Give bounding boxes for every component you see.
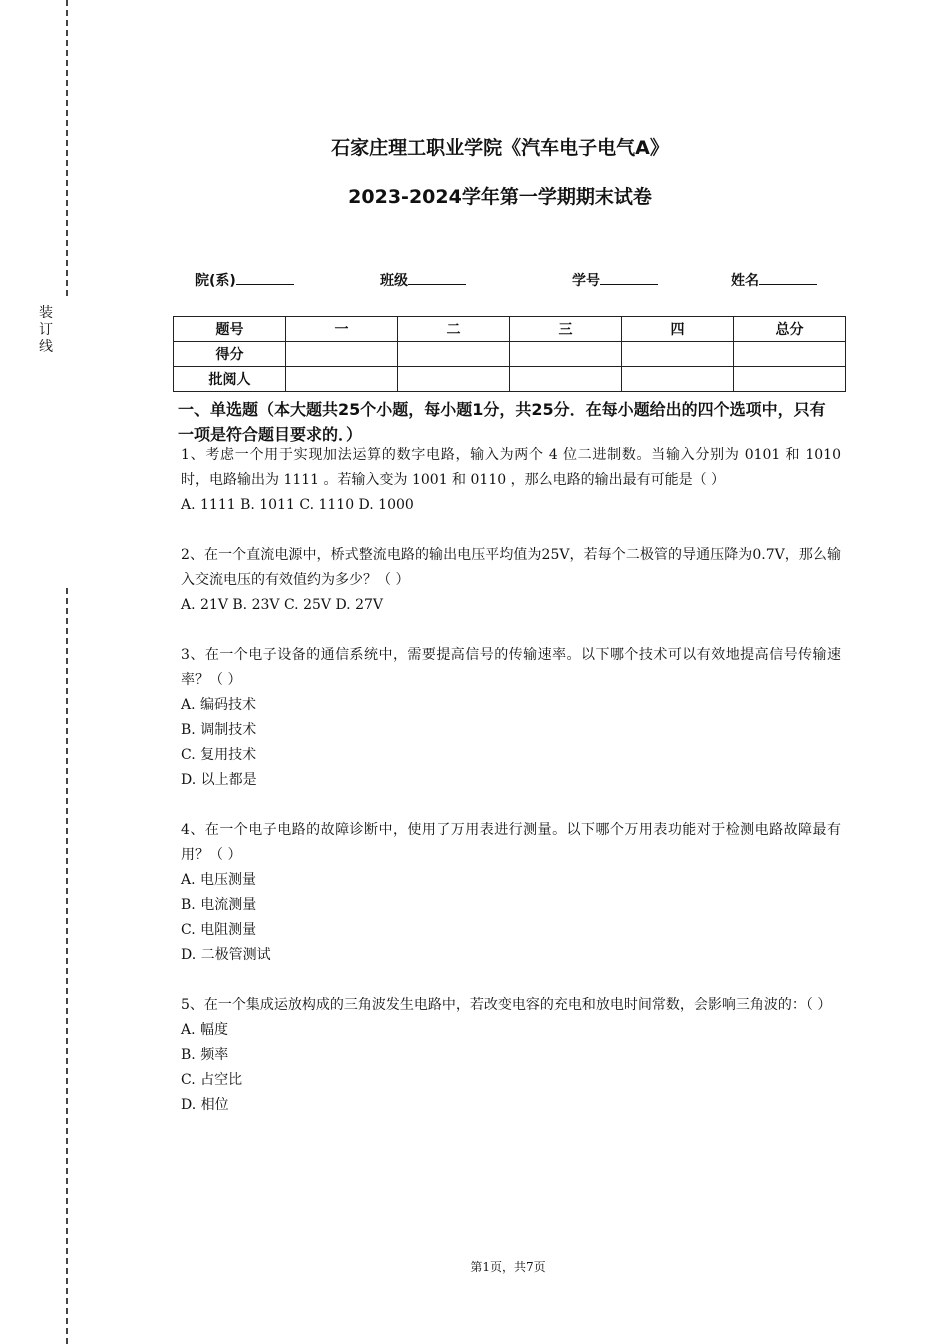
grader-cell — [622, 367, 734, 392]
option-c: C. 复用技术 — [181, 747, 257, 763]
score-cell — [734, 342, 846, 367]
student-id-blank — [600, 270, 658, 285]
question-options: A. 1111 B. 1011 C. 1110 D. 1000 — [181, 497, 414, 513]
question-1 — [181, 443, 841, 518]
class-field — [380, 270, 466, 290]
question-text: 4、在一个电子电路的故障诊断中，使用了万用表进行测量。以下哪个万用表功能对于检测电路故障最有用？（ ） — [181, 822, 841, 863]
name-field — [731, 270, 817, 290]
binding-label: 装订线 — [39, 305, 53, 355]
grader-cell — [286, 367, 398, 392]
score-table — [173, 316, 846, 392]
score-header-cell: 四 — [622, 317, 734, 342]
department-field — [195, 270, 294, 290]
option-b: B. 电流测量 — [181, 897, 257, 913]
grader-row — [174, 367, 846, 392]
grader-cell — [510, 367, 622, 392]
score-table-header-row — [174, 317, 846, 342]
name-label: 姓名 — [731, 273, 759, 289]
score-cell — [398, 342, 510, 367]
student-id-label: 学号 — [572, 273, 600, 289]
score-header-cell: 总分 — [734, 317, 846, 342]
student-id-field — [572, 270, 658, 290]
department-label: 院(系) — [195, 273, 236, 289]
option-b: B. 频率 — [181, 1047, 229, 1063]
option-d: D. 以上都是 — [181, 772, 257, 788]
option-c: C. 电阻测量 — [181, 922, 257, 938]
department-blank — [236, 270, 294, 285]
option-c: C. 占空比 — [181, 1072, 243, 1088]
binding-line-bottom — [66, 588, 68, 1344]
score-cell — [510, 342, 622, 367]
score-header-cell: 二 — [398, 317, 510, 342]
score-header-cell: 三 — [510, 317, 622, 342]
question-4 — [181, 818, 841, 968]
option-a: A. 编码技术 — [181, 697, 257, 713]
question-text: 1、考虑一个用于实现加法运算的数字电路，输入为两个 4 位二进制数。当输入分别为 0101 和 1010 时，电路输出为 1111 。若输入变为 1001 和 0110 ，那么电路的输出最有可能是（ ） — [181, 447, 841, 488]
class-blank — [408, 270, 466, 285]
exam-title-line2: 2023-2024学年第一学期期末试卷 — [348, 186, 652, 208]
score-header-cell: 一 — [286, 317, 398, 342]
question-options: A. 21V B. 23V C. 25V D. 27V — [181, 597, 383, 613]
question-5 — [181, 993, 841, 1118]
question-2 — [181, 543, 841, 618]
question-text: 5、在一个集成运放构成的三角波发生电路中，若改变电容的充电和放电时间常数，会影响三角波的：（ ） — [181, 997, 832, 1013]
score-cell — [286, 342, 398, 367]
score-row — [174, 342, 846, 367]
section1-heading: 一、单选题（本大题共25个小题，每小题1分，共25分．在每小题给出的四个选项中，只有一项是符合题目要求的．） — [178, 400, 826, 444]
score-header-cell: 题号 — [174, 317, 286, 342]
question-list — [181, 443, 841, 1143]
page-number: 第1页，共7页 — [470, 1260, 546, 1274]
option-a: A. 幅度 — [181, 1022, 229, 1038]
class-label: 班级 — [380, 273, 408, 289]
score-cell — [622, 342, 734, 367]
score-row-label: 得分 — [174, 342, 286, 367]
question-text: 2、在一个直流电源中，桥式整流电路的输出电压平均值为25V，若每个二极管的导通压降为0.7V，那么输入交流电压的有效值约为多少？（ ） — [181, 547, 841, 588]
option-b: B. 调制技术 — [181, 722, 257, 738]
option-d: D. 二极管测试 — [181, 947, 271, 963]
exam-title-line1: 石家庄理工职业学院《汽车电子电气A》 — [331, 137, 669, 159]
name-blank — [759, 270, 817, 285]
grader-row-label: 批阅人 — [174, 367, 286, 392]
question-text: 3、在一个电子设备的通信系统中，需要提高信号的传输速率。以下哪个技术可以有效地提高信号传输速率？（ ） — [181, 647, 841, 688]
grader-cell — [398, 367, 510, 392]
option-a: A. 电压测量 — [181, 872, 257, 888]
option-d: D. 相位 — [181, 1097, 229, 1113]
question-3 — [181, 643, 841, 793]
grader-cell — [734, 367, 846, 392]
